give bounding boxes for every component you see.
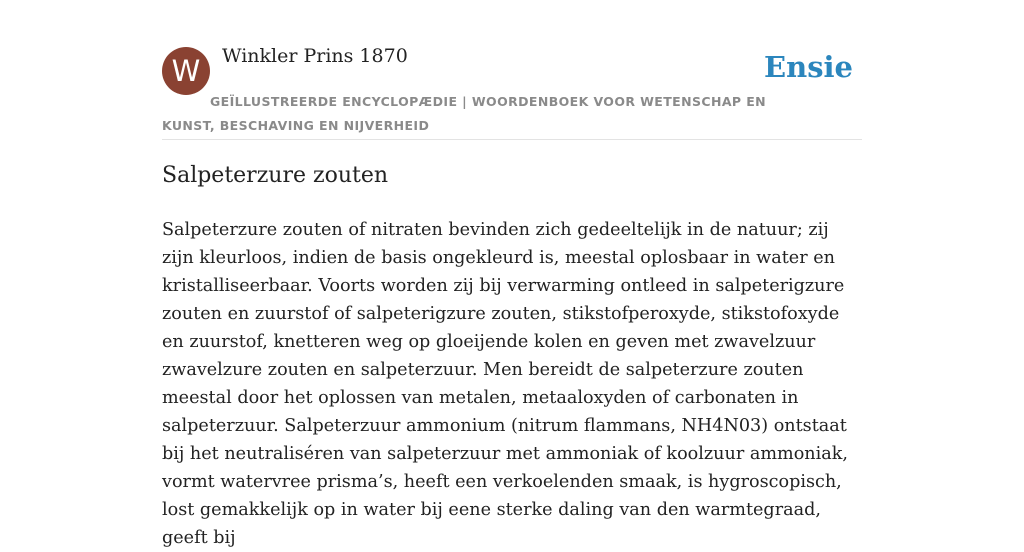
source-subtitle: GEÏLLUSTREERDE ENCYCLOPÆDIE | WOORDENBOEK VOOR WETENSCHAP EN KUNST, BESCHAVING EN NIJVERHEID [162,94,767,133]
source-name-link[interactable]: Winkler Prins 1870 [222,45,408,67]
source-avatar: W [162,47,210,95]
article-body: Salpeterzure zouten of nitraten bevinden zich gedeeltelijk in de natuur; zij zijn kleurloos, indien de basis ongekleurd is, meestal oplosbaar in water en kristalliseerbaar. Voorts worden zij bij verwarming ontleed in salpeterigzure zouten en zuurstof of salpeterigzure zouten, stikstofperoxyde, stikstofoxyde en zuurstof, knetteren weg op gloeijende kolen en geven met zwavelzuur zwavelzure zouten en salpeterzuur. Men bereidt de salpeterzure zouten meestal door het oplossen van metalen, metaaloxyden of carbonaten in salpeterzuur. Salpeterzuur ammonium (nitrum flammans, NH4N03) ontstaat bij het neutraliséren van salpeterzuur met ammoniak of koolzuur ammoniak, vormt watervree prisma’s, heeft een verkoelenden smaak, is hygroscopisch, lost gemakkelijk op in water bij eene sterke daling van den warmtegraad, geeft bij [162,220,848,548]
ensie-logo-link[interactable]: Ensie [764,50,853,84]
article-title: Salpeterzure zouten [162,163,389,188]
header-divider [162,139,862,140]
